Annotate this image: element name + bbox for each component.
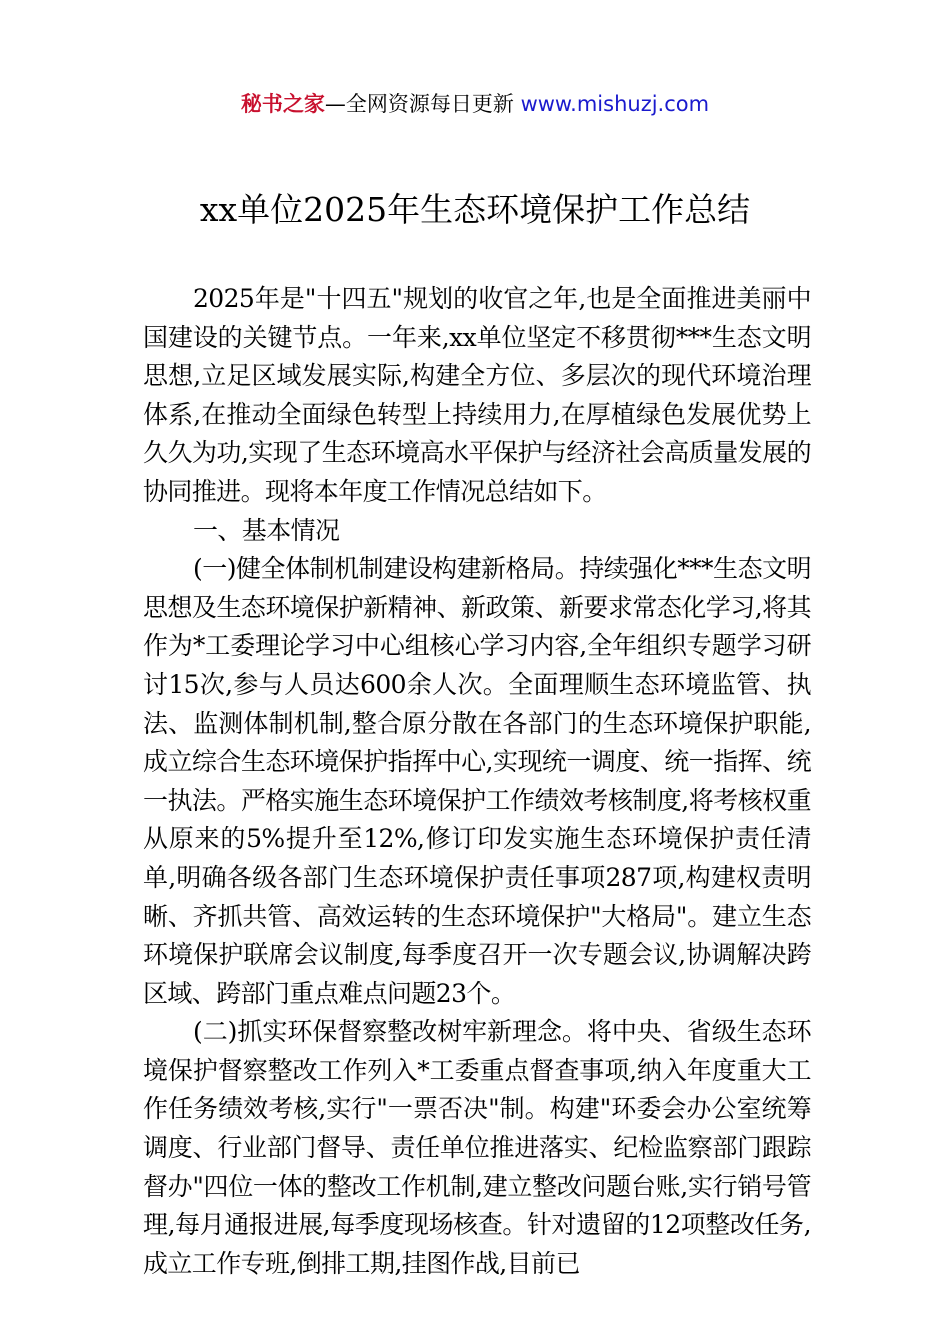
site-header xyxy=(0,88,950,120)
paragraph-institutional-mechanism: (一)健全体制机制建设构建新格局。持续强化***生态文明思想及生态环境保护新精神、新政策、新要求常态化学习,将其作为*工委理论学习中心组核心学习内容,全年组织专题学习研讨15次,参与人员达600余人次。全面理顺生态环境监管、执法、监测体制机制,整合原分散在各部门的生态环境保护职能,成立综合生态环境保护指挥中心,实现统一调度、统一指挥、统一执法。严格实施生态环境保护工作绩效考核制度,将考核权重从原来的5%提升至12%,修订印发实施生态环境保护责任清单,明确各级各部门生态环境保护责任事项287项,构建权责明晰、齐抓共管、高效运转的生态环境保护"大格局"。建立生态环境保护联席会议制度,每季度召开一次专题会议,协调解决跨区域、跨部门重点难点问题23个。 xyxy=(143,554,811,1008)
intro-paragraph: 2025年是"十四五"规划的收官之年,也是全面推进美丽中国建设的关键节点。一年来,xx单位坚定不移贯彻***生态文明思想,立足区域发展实际,构建全方位、多层次的现代环境治理体系,在推动全面绿色转型上持续用力,在厚植绿色发展优势上久久为功,实现了生态环境高水平保护与经济社会高质量发展的协同推进。现将本年度工作情况总结如下。 xyxy=(143,284,811,506)
paragraph-inspection-rectification: (二)抓实环保督察整改树牢新理念。将中央、省级生态环境保护督察整改工作列入*工委重点督查事项,纳入年度重大工作任务绩效考核,实行"一票否决"制。构建"环委会办公室统筹调度、行业部门督导、责任单位推进落实、纪检监察部门跟踪督办"四位一体的整改工作机制,建立整改问题台账,实行销号管理,每月通报进展,每季度现场核查。针对遗留的12项整改任务,成立工作专班,倒排工期,挂图作战,目前已 xyxy=(143,1017,811,1278)
site-url-link[interactable]: www.mishuzj.com xyxy=(520,92,710,116)
site-tagline: —全网资源每日更新 xyxy=(324,92,514,116)
document-title: xx单位2025年生态环境保护工作总结 xyxy=(199,190,751,229)
section-heading-basic-situation: 一、基本情况 xyxy=(193,515,340,545)
document-body xyxy=(143,280,811,1283)
site-brand: 秘书之家 xyxy=(240,92,325,116)
